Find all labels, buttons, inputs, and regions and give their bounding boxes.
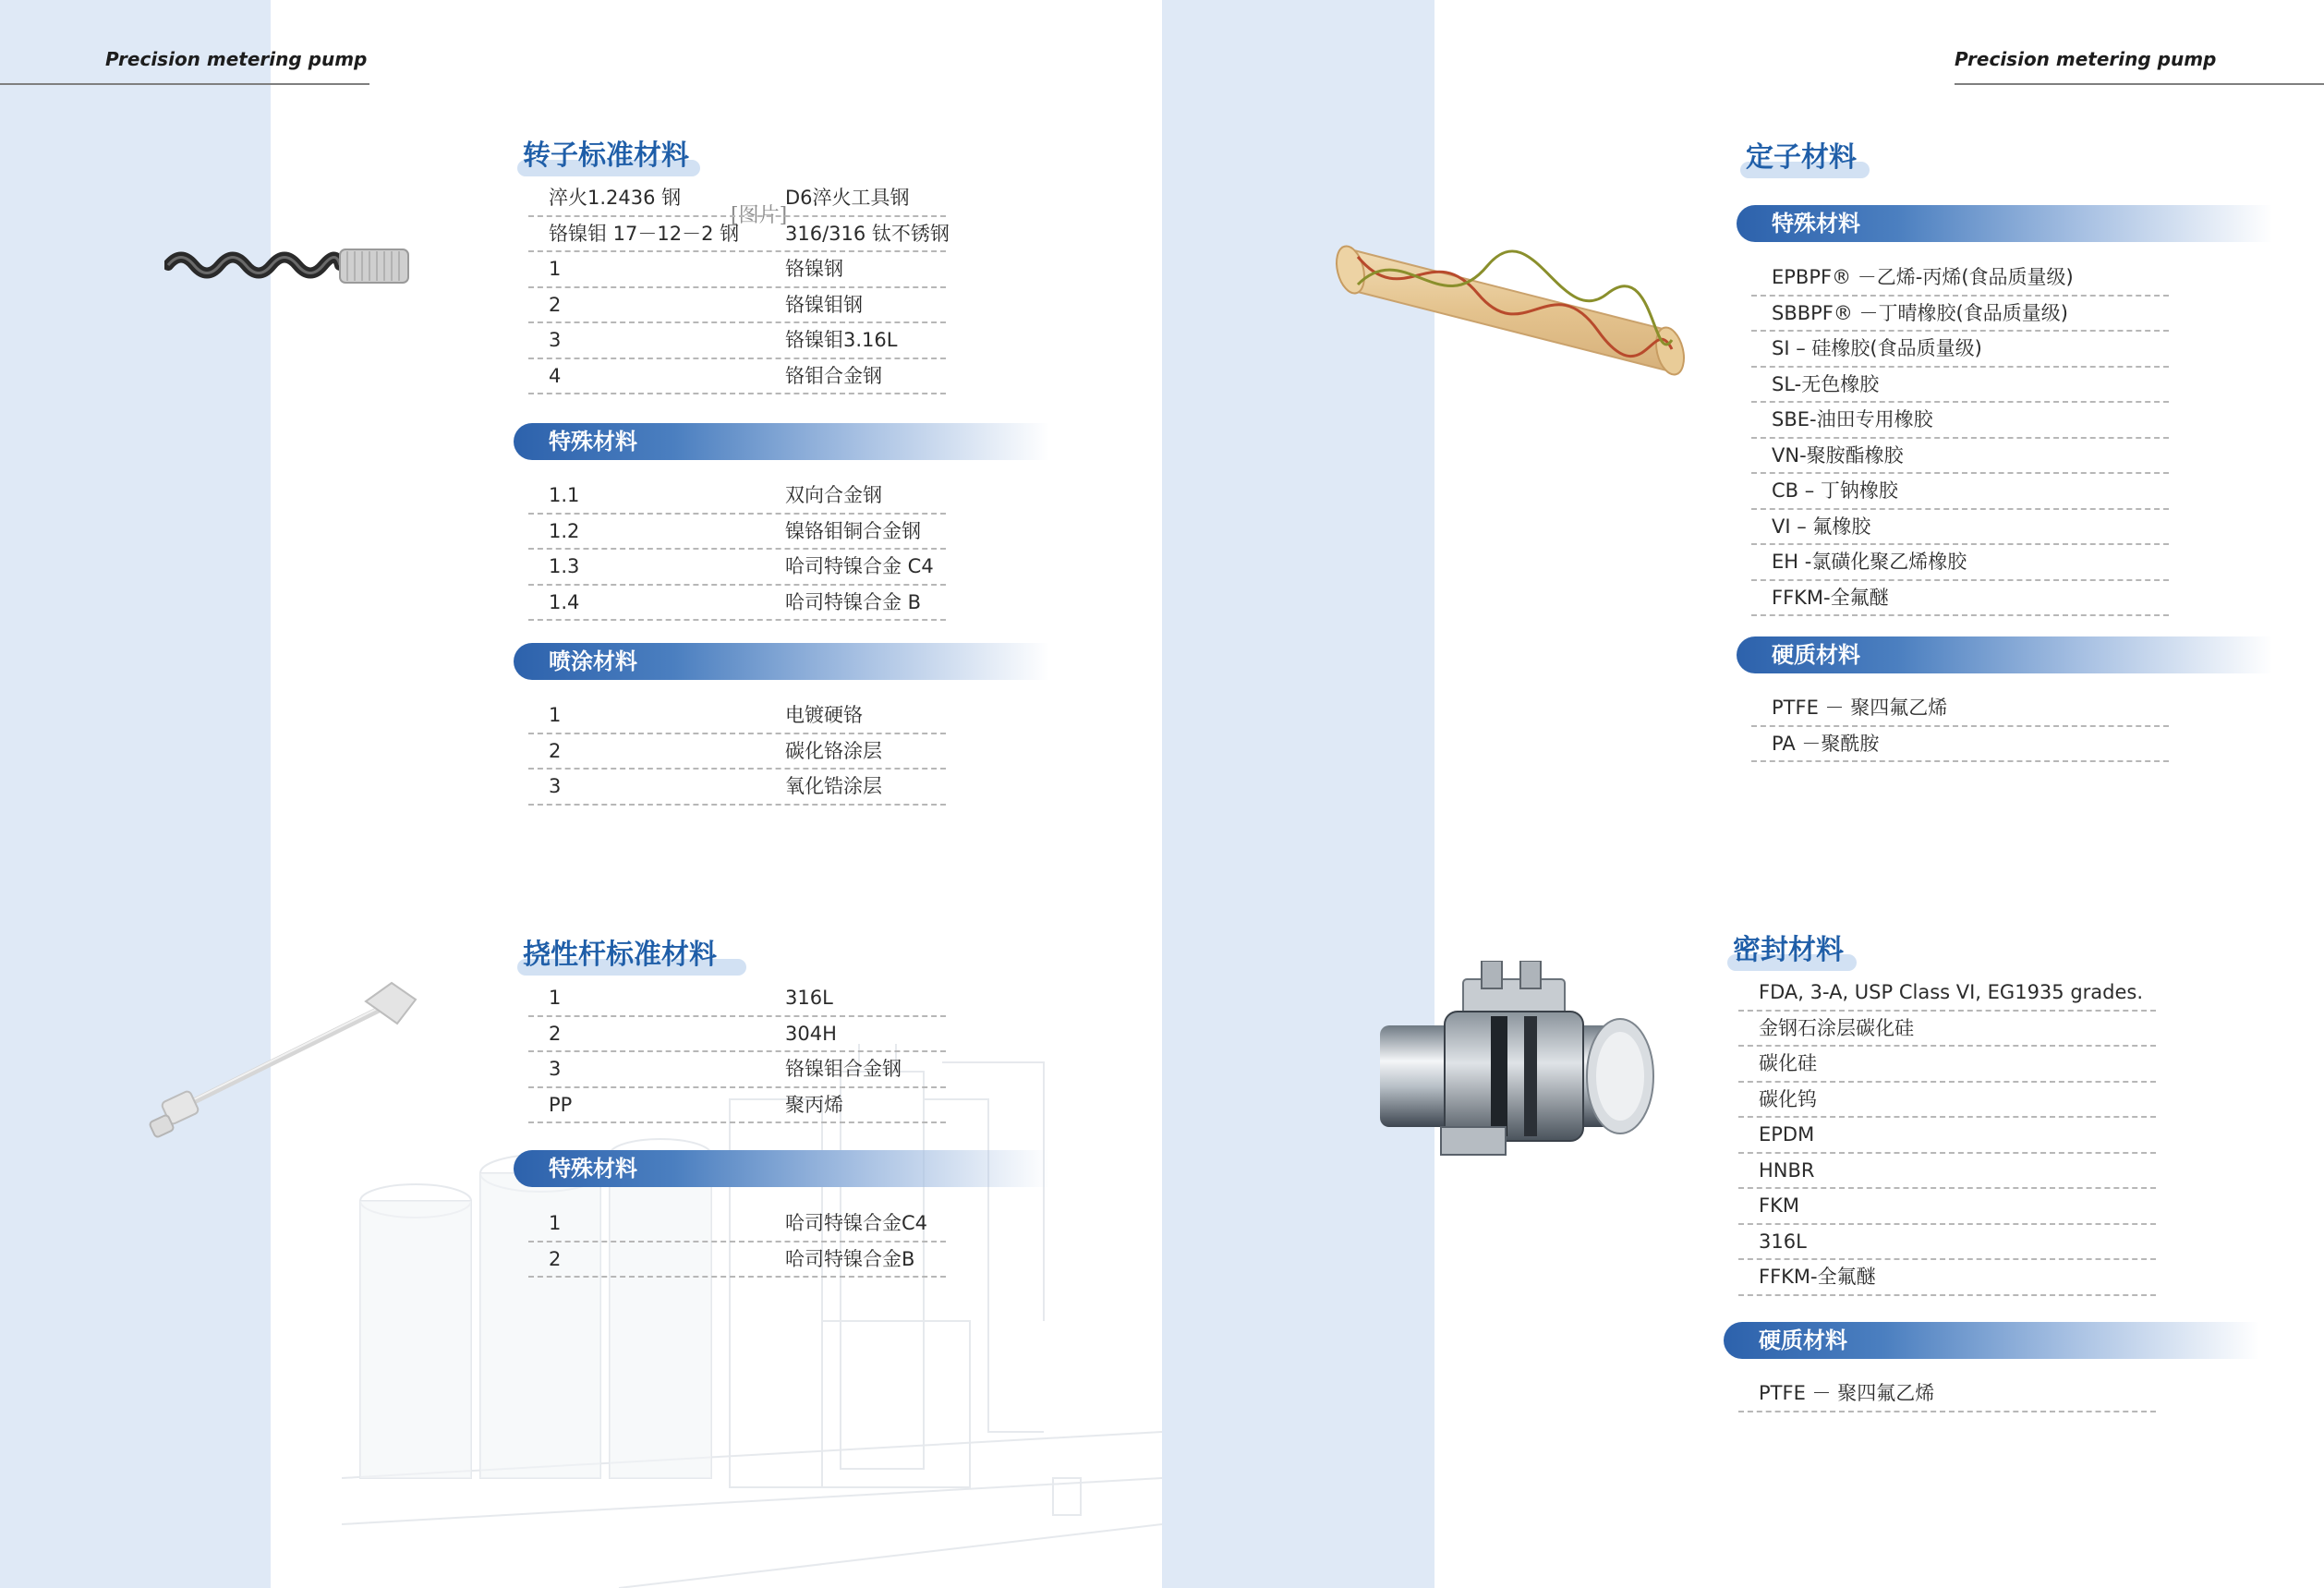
table-row: 2 304H	[528, 1017, 946, 1053]
list-item: SBE-油田专用橡胶	[1751, 403, 2169, 439]
list-item: FDA, 3-A, USP Class VI, EG1935 grades.	[1738, 976, 2156, 1012]
rod-special-heading: 特殊材料	[514, 1150, 1049, 1187]
left-blue-band	[0, 0, 271, 1588]
list-item: 碳化硅	[1738, 1047, 2156, 1083]
seal-title: 密封材料	[1733, 927, 1844, 967]
table-row: 1 电镀硬铬	[528, 698, 946, 734]
image-placeholder-text: [图片]	[731, 204, 788, 227]
list-item: 316L	[1738, 1225, 2156, 1261]
list-item: CB – 丁钠橡胶	[1751, 474, 2169, 510]
table-row: 1 316L	[528, 981, 946, 1017]
list-item: EPDM	[1738, 1118, 2156, 1154]
table-row: 1 铬镍钢	[528, 252, 946, 288]
table-row: 1.4 哈司特镍合金 B	[528, 586, 946, 622]
list-item: SL-无色橡胶	[1751, 368, 2169, 404]
rotor-spray-heading: 喷涂材料	[514, 643, 1049, 680]
table-row: 淬火1.2436 钢 D6淬火工具钢	[528, 181, 946, 217]
mechanical-seal-image	[1362, 961, 1659, 1166]
table-row: 2 碳化铬涂层	[528, 734, 946, 770]
table-row: 1.3 哈司特镍合金 C4	[528, 550, 946, 586]
table-row: 3 氧化锆涂层	[528, 770, 946, 806]
list-item: 碳化钨	[1738, 1083, 2156, 1119]
list-item: VI – 氟橡胶	[1751, 510, 2169, 546]
rotor-spray-table	[528, 698, 946, 806]
running-header-left: Precision metering pump	[105, 48, 368, 70]
rotor-special-table	[528, 479, 946, 621]
list-item: SI – 硅橡胶(食品质量级)	[1751, 332, 2169, 368]
list-item: PTFE － 聚四氟乙烯	[1738, 1376, 2156, 1412]
stator-special-heading: 特殊材料	[1737, 205, 2272, 242]
seal-hard-heading: 硬质材料	[1724, 1322, 2259, 1359]
list-item: FKM	[1738, 1189, 2156, 1225]
list-item: FFKM-全氟醚	[1738, 1260, 2156, 1296]
table-row: 1.1 双向合金钢	[528, 479, 946, 515]
stator-hard-heading: 硬质材料	[1737, 636, 2272, 673]
rotor-title: 转子标准材料	[523, 132, 689, 173]
table-row: 3 铬镍钼3.16L	[528, 323, 946, 359]
stator-image	[1330, 211, 1690, 386]
table-row: 4 铬钼合金钢	[528, 359, 946, 395]
list-item: VN-聚胺酯橡胶	[1751, 439, 2169, 475]
list-item: EH -氯磺化聚乙烯橡胶	[1751, 545, 2169, 581]
seal-list	[1738, 976, 2156, 1296]
table-row: 1 哈司特镍合金C4	[528, 1206, 946, 1243]
table-row: 1.2 镍铬钼铜合金钢	[528, 515, 946, 551]
rotor-image	[164, 242, 414, 288]
table-row: 铬镍钼 17－12－2 钢 316/316 钛不锈钢	[528, 217, 946, 253]
rod-standard-table	[528, 981, 946, 1123]
list-item: EPBPF® －乙烯-丙烯(食品质量级)	[1751, 261, 2169, 297]
list-item: SBBPF® －丁晴橡胶(食品质量级)	[1751, 297, 2169, 333]
list-item: PA －聚酰胺	[1751, 727, 2169, 763]
factory-background-illustration	[342, 1044, 1162, 1588]
rod-special-table	[528, 1206, 946, 1278]
list-item: HNBR	[1738, 1154, 2156, 1190]
table-row: PP 聚丙烯	[528, 1088, 946, 1124]
rod-title: 挠性杆标准材料	[523, 931, 717, 972]
rotor-special-heading: 特殊材料	[514, 423, 1049, 460]
header-rule-right	[1955, 83, 2324, 85]
table-row: 2 哈司特镍合金B	[528, 1243, 946, 1279]
table-row: 3 铬镍钼合金钢	[528, 1052, 946, 1088]
stator-hard-list	[1751, 691, 2169, 762]
rotor-standard-table	[528, 181, 950, 394]
table-row: 2 铬镍钼钢	[528, 288, 946, 324]
seal-hard-list	[1738, 1376, 2156, 1412]
flexible-rod-image	[146, 977, 421, 1144]
list-item: 金钢石涂层碳化硅	[1738, 1012, 2156, 1048]
header-rule-left	[0, 83, 369, 85]
stator-special-list	[1751, 261, 2169, 616]
list-item: FFKM-全氟醚	[1751, 581, 2169, 617]
list-item: PTFE － 聚四氟乙烯	[1751, 691, 2169, 727]
running-header-right: Precision metering pump	[1955, 48, 2217, 70]
stator-title: 定子材料	[1746, 134, 1857, 175]
